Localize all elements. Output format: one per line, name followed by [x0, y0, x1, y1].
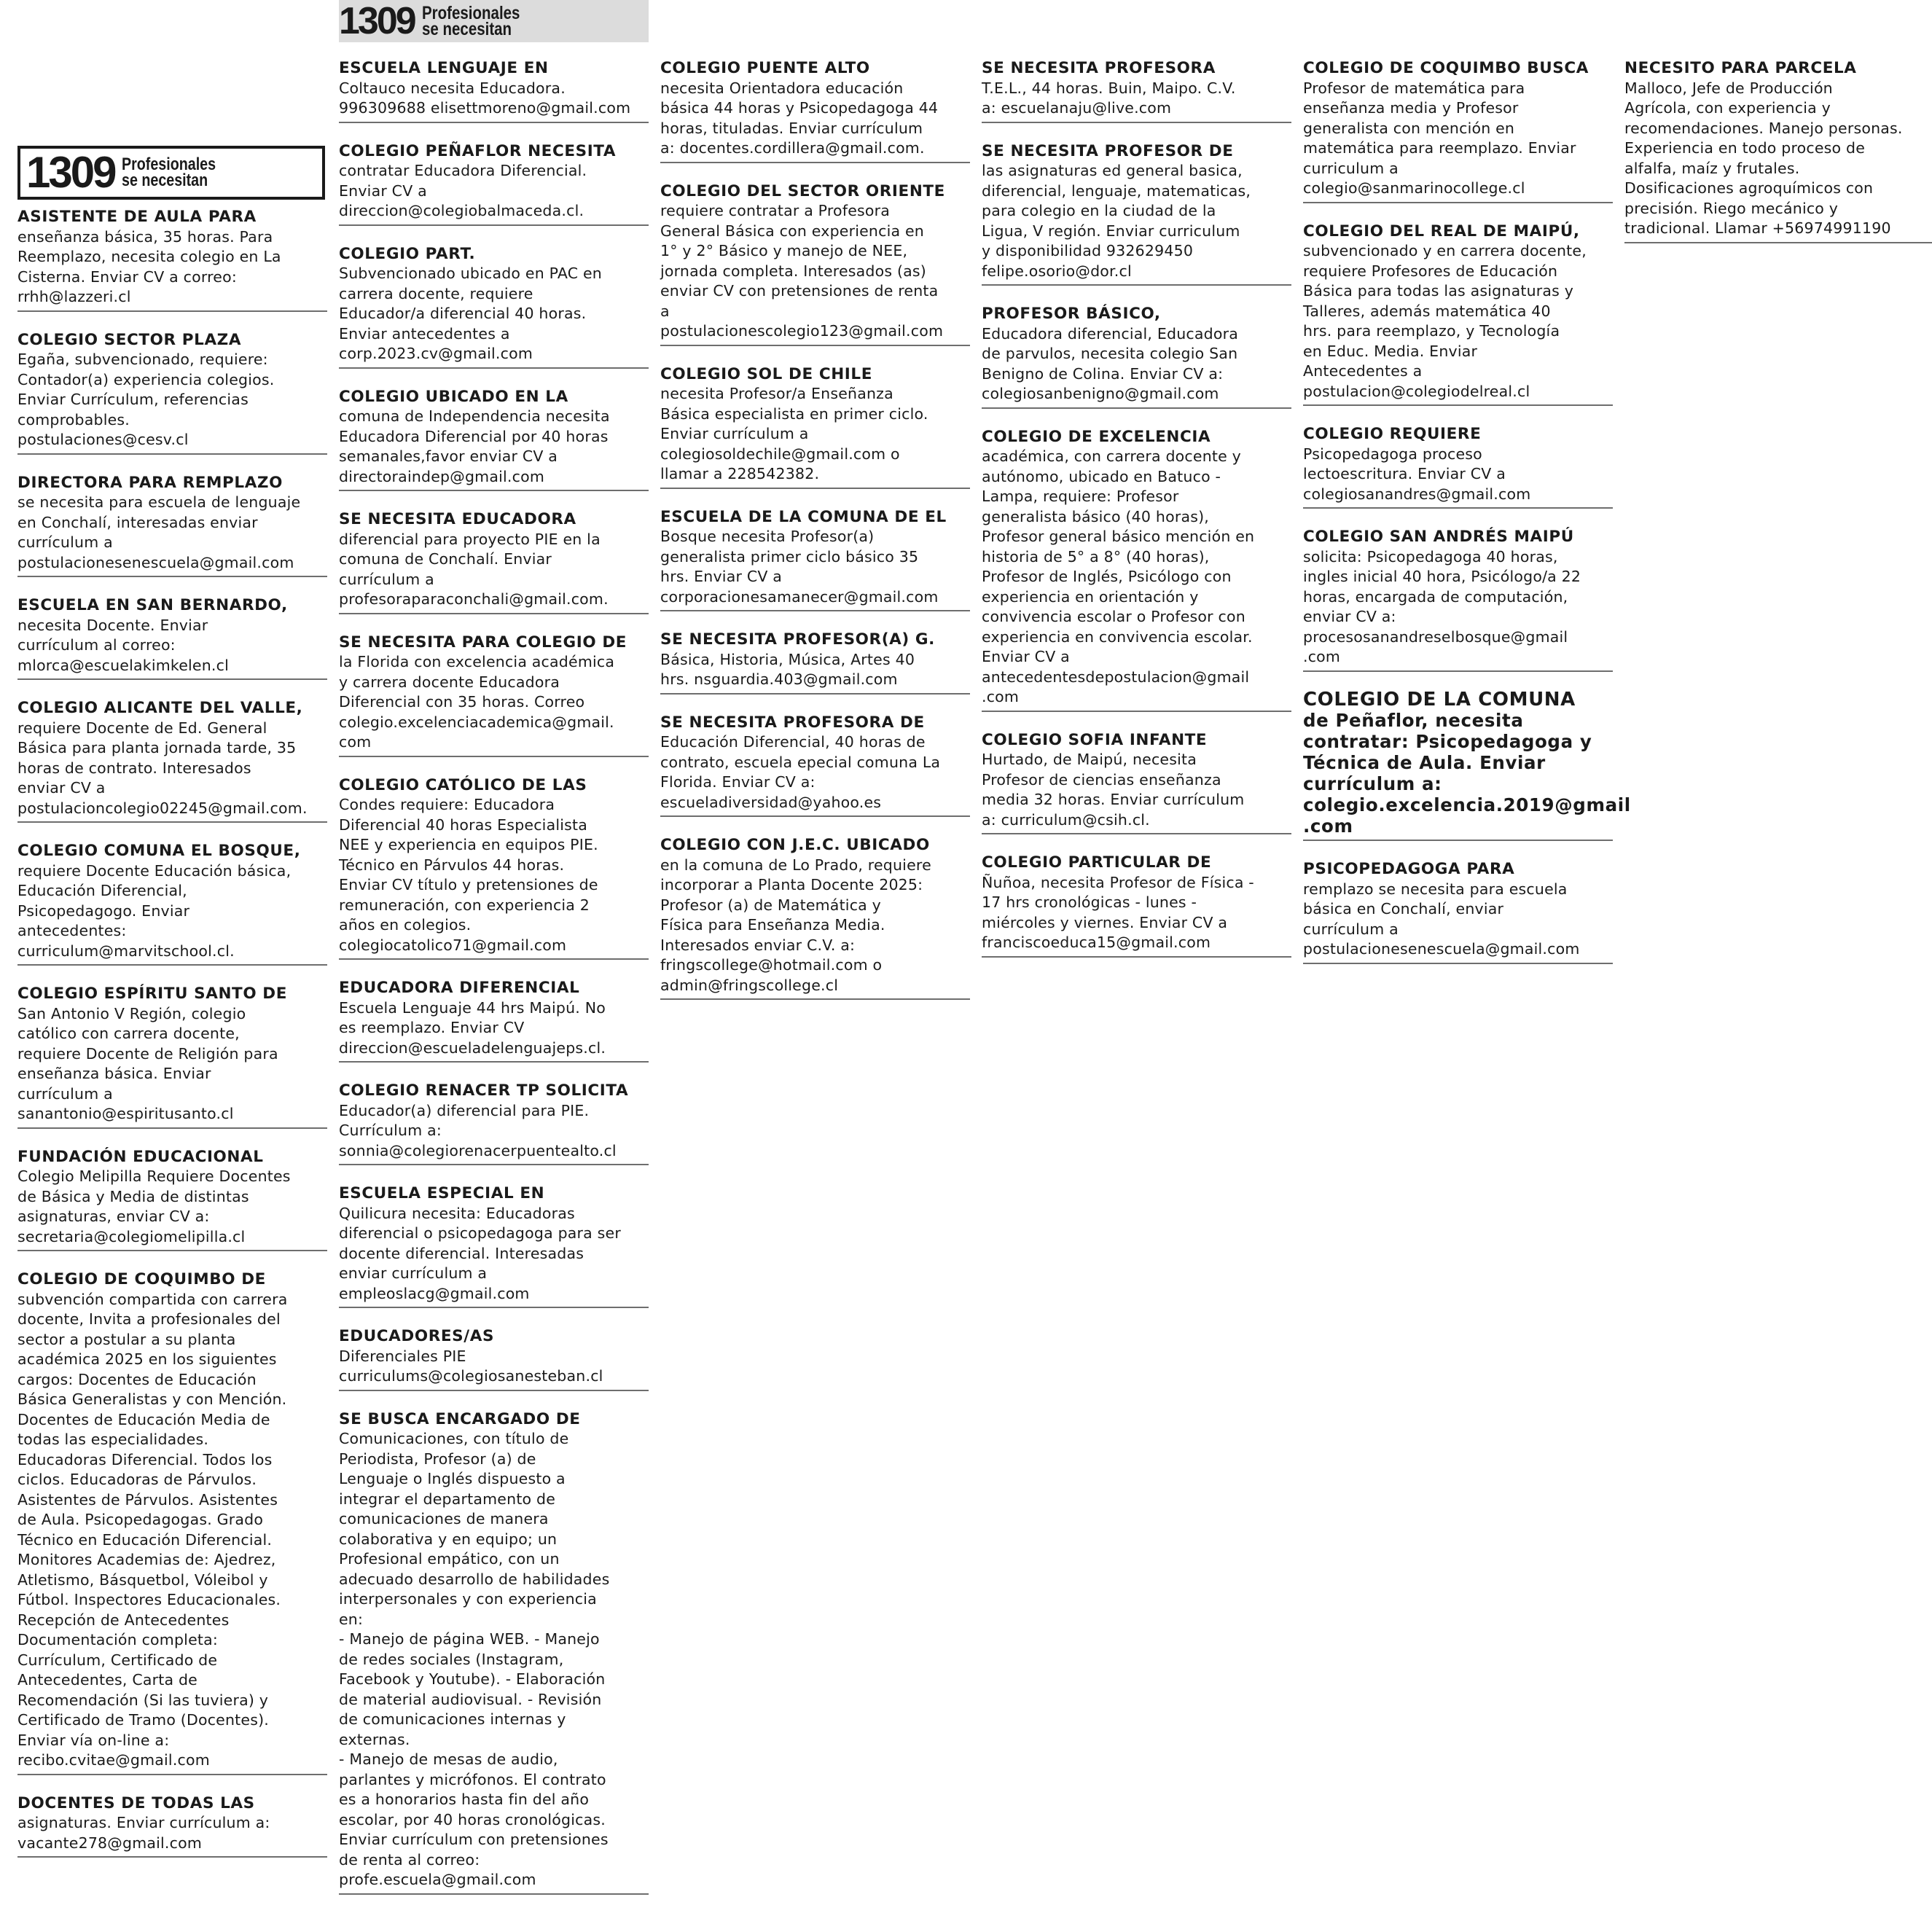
classified-ad: [982, 58, 1291, 123]
ad-title: COLEGIO DE LA COMUNA: [1303, 688, 1576, 711]
classified-ad: [982, 730, 1291, 835]
classified-ad: [1303, 527, 1613, 672]
classified-ad: [339, 978, 649, 1063]
classified-ad: [660, 507, 970, 612]
ad-body: remplazo se necesita para escuela básica en Conchalí, enviar currículum a postulacionesenescuela@gmail.com: [1303, 880, 1580, 958]
ad-title: COLEGIO DEL SECTOR ORIENTE: [660, 181, 945, 200]
ad-title: COLEGIO ALICANTE DEL VALLE,: [17, 699, 303, 717]
ad-body: la Florida con excelencia académica y carrera docente Educadora Diferencial con 35 horas. Correo colegio.excelenciacademica@gmail. com: [339, 653, 615, 751]
ad-title: COLEGIO PEÑAFLOR NECESITA: [339, 141, 617, 160]
classified-ad: [982, 427, 1291, 712]
classified-ad: [1303, 424, 1613, 509]
ad-title: ASISTENTE DE AULA PARA: [17, 208, 257, 226]
ad-title: SE NECESITA PROFESOR DE: [982, 141, 1234, 160]
ad-body: en la comuna de Lo Prado, requiere incorporar a Planta Docente 2025: Profesor (a) de Matemática y Física para Enseñanza Media. Interesados enviar C.V. a: fringscollege@hotmail.com o admin@fringscollege.cl: [660, 856, 931, 994]
classified-ad: [982, 304, 1291, 409]
ad-title: COLEGIO SECTOR PLAZA: [17, 330, 242, 349]
classified-ad: [1624, 58, 1932, 243]
ad-body: enseñanza básica, 35 horas. Para Reemplazo, necesita colegio en La Cisterna. Enviar CV a correo: rrhh@lazzeri.cl: [17, 227, 281, 305]
ad-title: COLEGIO PART.: [339, 244, 476, 263]
ad-body: Subvencionado ubicado en PAC en carrera docente, requiere Educador/a diferencial 40 horas. Enviar antecedentes a corp.2023.cv@gmail.com: [339, 265, 602, 362]
ad-title: COLEGIO CATÓLICO DE LAS: [339, 775, 587, 794]
ad-body: Comunicaciones, con título de Periodista, Profesor (a) de Lenguaje o Inglés dispuesto a integrar el departamento de comunicaciones de manera colaborativa y en equipo; un Profesional empático, con un adecuado desarrollo de habilidades interpersonales y con experiencia en: - Manejo de página WEB. - Manejo de redes sociales (Instagram, Facebook y Youtube). - Elaboración de material audiovisual. - Revisión de comunicaciones internas y externas. - Manejo de mesas de audio, parlantes y micrófonos. El contrato es a honorarios hasta fin del año escolar, por 40 horas cronológicas. Enviar currículum con pretensiones de renta al correo: profe.escuela@gmail.com: [339, 1430, 610, 1888]
ad-title: DIRECTORA PARA REMPLAZO: [17, 473, 283, 492]
classified-ad: [660, 58, 970, 163]
classified-ad: [339, 1081, 649, 1165]
ad-body: requiere Docente de Ed. General Básica para planta jornada tarde, 35 horas de contrato. Interesados enviar CV a postulacioncolegio02245@gmail.com.: [17, 719, 308, 817]
ad-body: Ñuñoa, necesita Profesor de Física - 17 hrs cronológicas - lunes - miércoles y viernes. Enviar CV a franciscoeduca15@gmail.com: [982, 873, 1254, 951]
ad-body: se necesita para escuela de lenguaje en Conchalí, interesadas enviar currículum a postulacionesenescuela@gmail.com: [17, 493, 301, 571]
classified-ad: [1303, 58, 1613, 203]
section-title: Profesionales se necesitan: [122, 154, 216, 190]
classified-ad: [339, 509, 649, 614]
ad-body: necesita Orientadora educación básica 44 horas y Psicopedagoga 44 horas, tituladas. Enviar currículum a: docentes.cordillera@gmail.com.: [660, 79, 939, 157]
ad-title: COLEGIO SOFIA INFANTE: [982, 730, 1208, 749]
ad-body: Colegio Melipilla Requiere Docentes de Básica y Media de distintas asignaturas, enviar CV a: secretaria@colegiomelipilla.cl: [17, 1167, 291, 1245]
ad-body: Educadora diferencial, Educadora de parvulos, necesita colegio San Benigno de Colina. Enviar CV a: colegiosanbenigno@gmail.com: [982, 324, 1238, 402]
ad-title: NECESITO PARA PARCELA: [1624, 59, 1857, 77]
section-header-top: [339, 0, 649, 42]
ad-body: necesita Docente. Enviar currículum al correo: mlorca@escuelakimkelen.cl: [17, 616, 230, 674]
classified-ad: [17, 330, 327, 455]
ad-title: SE BUSCA ENCARGADO DE: [339, 1409, 581, 1428]
ad-column-1: [17, 131, 327, 1876]
ad-body: Educación Diferencial, 40 horas de contrato, escuela epecial comuna La Florida. Enviar CV a: escueladiversidad@yahoo.es: [660, 733, 941, 811]
ad-body: Básica, Historia, Música, Artes 40 hrs. nsguardia.403@gmail.com: [660, 650, 915, 688]
ad-body: las asignaturas ed general basica, diferencial, lenguaje, matematicas, para colegio en la ciudad de la Ligua, V región. Enviar curriculum y disponibilidad 932629450 felipe.osorio@dor.cl: [982, 162, 1251, 280]
classified-ad: [339, 387, 649, 492]
ad-body: académica, con carrera docente y autónomo, ubicado en Batuco - Lampa, requiere: Profesor generalista básico (40 horas), Profesor general básico mención en historia de 5° a 8° (40 horas), Profesor de Inglés, Psicólogo con experiencia en orientación y convivencia escolar o Profesor con experiencia en convivencia escolar. Enviar CV a antecedentesdepostulacion@gmail .com: [982, 447, 1255, 705]
classified-ad: [1303, 859, 1613, 964]
ad-title: ESCUELA LENGUAJE EN: [339, 59, 549, 77]
ad-title: ESCUELA EN SAN BERNARDO,: [17, 596, 288, 614]
section-title: Profesionales se necesitan: [421, 2, 520, 39]
ad-body: Educador(a) diferencial para PIE. Currículum a: sonnia@colegiorenacerpuentealto.cl: [339, 1101, 617, 1159]
classified-ad: [982, 141, 1291, 286]
ad-title: SE NECESITA PROFESORA: [982, 59, 1216, 77]
ad-column-6: [1624, 58, 1932, 262]
ad-body: diferencial para proyecto PIE en la comuna de Conchalí. Enviar currículum a profesoraparaconchali@gmail.com.: [339, 530, 609, 608]
ad-title: COLEGIO REQUIERE: [1303, 425, 1482, 443]
classified-ad: [339, 1326, 649, 1391]
ad-body: Quilicura necesita: Educadoras diferencial o psicopedagoga para ser docente diferencial. Interesadas enviar currículum a empleoslacg@gmail.com: [339, 1204, 621, 1302]
ad-title: FUNDACIÓN EDUCACIONAL: [17, 1147, 264, 1166]
ad-body: subvencionado y en carrera docente, requiere Profesores de Educación Básica para todas las asignaturas y Talleres, además matemática 40 hrs. para reemplazo, y Tecnología en Educ. Media. Enviar Antecedentes a postulacion@colegiodelreal.cl: [1303, 242, 1587, 400]
classified-ad: [339, 244, 649, 369]
ad-body: Condes requiere: Educadora Diferencial 40 horas Especialista NEE y experiencia en equipos PIE. Técnico en Párvulos 44 horas. Enviar CV título y pretensiones de remuneración, con experiencia 2 años en colegios. colegiocatolico71@gmail.com: [339, 796, 598, 954]
ad-body: Hurtado, de Maipú, necesita Profesor de ciencias enseñanza media 32 horas. Enviar currículum a: curriculum@csih.cl.: [982, 751, 1245, 829]
classified-ad: [660, 181, 970, 346]
ad-body: asignaturas. Enviar currículum a: vacante278@gmail.com: [17, 1814, 270, 1852]
ad-title: PSICOPEDAGOGA PARA: [1303, 860, 1515, 878]
ad-title: DOCENTES DE TODAS LAS: [17, 1793, 255, 1812]
classified-ad: [17, 1793, 327, 1858]
classified-ad: [339, 58, 649, 123]
ad-title: COLEGIO DEL REAL DE MAIPÚ,: [1303, 222, 1580, 240]
ad-column-5: [1303, 58, 1631, 982]
ad-title: SE NECESITA PROFESOR(A) G.: [660, 630, 935, 649]
classified-ad: [17, 473, 327, 578]
ad-title: COLEGIO RENACER TP SOLICITA: [339, 1081, 629, 1100]
classified-ad: [339, 141, 649, 226]
section-number: 1309: [26, 148, 115, 197]
classified-ad: [17, 984, 327, 1129]
classified-ad: [1303, 222, 1613, 407]
classified-ad: [17, 595, 327, 680]
ad-body: contratar Educadora Diferencial. Enviar CV a direccion@colegiobalmaceda.cl.: [339, 162, 587, 219]
ad-title: COLEGIO PARTICULAR DE: [982, 853, 1212, 872]
classified-ad: [1303, 688, 1631, 842]
ad-title: COLEGIO DE EXCELENCIA: [982, 427, 1211, 446]
classified-ad: [17, 1147, 327, 1252]
ad-column-4: [982, 58, 1291, 976]
classified-ad: [17, 698, 327, 823]
ad-column-3: [660, 58, 970, 1018]
ad-body: requiere Docente Educación básica, Educación Diferencial, Psicopedagogo. Enviar antecedentes: curriculum@marvitschool.cl.: [17, 861, 292, 960]
ad-title: COLEGIO COMUNA EL BOSQUE,: [17, 842, 301, 860]
ad-title: ESCUELA ESPECIAL EN: [339, 1184, 545, 1202]
ad-body: Malloco, Jefe de Producción Agrícola, con experiencia y recomendaciones. Manejo personas. Experiencia en todo proceso de alfalfa, maíz y frutales. Dosificaciones agroquímicos con precisión. Riego mecánico y tradicional. Llamar +56974991190: [1624, 79, 1903, 237]
ad-title: PROFESOR BÁSICO,: [982, 305, 1161, 323]
classified-ad: [339, 1183, 649, 1308]
ad-title: EDUCADORA DIFERENCIAL: [339, 979, 580, 997]
ad-column-2: [339, 58, 649, 1913]
classified-ad: [339, 633, 649, 757]
ad-body: Egaña, subvencionado, requiere: Contador(a) experiencia colegios. Enviar Currículum, referencias comprobables. postulaciones@cesv.cl: [17, 351, 275, 448]
classified-ad: [982, 853, 1291, 958]
ad-body: requiere contratar a Profesora General Básica con experiencia en 1° y 2° Básico y manejo de NEE, jornada completa. Interesados (as) enviar CV con pretensiones de renta a postulacionescolegio123@gmail.com: [660, 202, 944, 340]
ad-title: COLEGIO PUENTE ALTO: [660, 59, 870, 77]
ad-title: SE NECESITA EDUCADORA: [339, 510, 576, 528]
ad-body: subvención compartida con carrera docente, Invita a profesionales del sector a postular a su planta académica 2025 en los siguientes cargos: Docentes de Educación Básica Generalistas y con Mención. Docentes de Educación Media de todas las especialidades. Educadoras Diferencial. Todos los ciclos. Educadoras de Párvulos. Asistentes de Párvulos. Asistentes de Aula. Psicopedagogas. Grado Técnico en Educación Diferencial. Monitores Academias de: Ajedrez, Atletismo, Básquetbol, Vóleibol y Fútbol. Inspectores Educacionales. Recepción de Antecedentes Documentación completa: Currículum, Certificado de Antecedentes, Carta de Recomendación (Si las tuviera) y Certificado de Tramo (Docentes). Enviar vía on-line a: recibo.cvitae@gmail.com: [17, 1290, 288, 1769]
ad-body: Escuela Lenguaje 44 hrs Maipú. No es reemplazo. Enviar CV direccion@escueladelenguajeps.cl.: [339, 998, 606, 1057]
ad-body: solicita: Psicopedagoga 40 horas, ingles inicial 40 hora, Psicólogo/a 22 horas, encargada de computación, enviar CV a: procesosanandreselbosque@gmail .com: [1303, 547, 1581, 665]
ad-title: SE NECESITA PROFESORA DE: [660, 713, 925, 732]
ad-title: ESCUELA DE LA COMUNA DE EL: [660, 507, 947, 526]
ad-body: San Antonio V Región, colegio católico con carrera docente, requiere Docente de Religión para enseñanza básica. Enviar currículum a sanantonio@espiritusanto.cl: [17, 1004, 278, 1122]
classified-ad: [339, 1409, 649, 1895]
section-number: 1309: [339, 0, 415, 42]
ad-title: COLEGIO SOL DE CHILE: [660, 364, 872, 383]
ad-title: EDUCADORES/AS: [339, 1327, 495, 1345]
ad-body: Psicopedagoga proceso lectoescritura. Enviar CV a colegiosanandres@gmail.com: [1303, 445, 1531, 503]
ad-body: T.E.L., 44 horas. Buin, Maipo. C.V. a: escuelanaju@live.com: [982, 79, 1236, 117]
ad-body: necesita Profesor/a Enseñanza Básica especialista en primer ciclo. Enviar currículum a colegiosoldechile@gmail.com o llamar a 228542382.: [660, 385, 928, 482]
ad-title: COLEGIO DE COQUIMBO DE: [17, 1270, 266, 1288]
ad-body: de Peñaflor, necesita contratar: Psicopedagoga y Técnica de Aula. Enviar currículum a: colegio.excelencia.2019@gmail .com: [1303, 710, 1631, 837]
ad-body: Coltauco necesita Educadora. 996309688 elisettmoreno@gmail.com: [339, 79, 631, 117]
ad-body: comuna de Independencia necesita Educadora Diferencial por 40 horas semanales,favor enviar CV a directoraindep@gmail.com: [339, 407, 610, 485]
classified-ad: [660, 713, 970, 818]
classified-ad: [17, 1269, 327, 1775]
ad-title: SE NECESITA PARA COLEGIO DE: [339, 633, 627, 652]
ad-body: Bosque necesita Profesor(a) generalista primer ciclo básico 35 hrs. Enviar CV a corporacionesamanecer@gmail.com: [660, 528, 939, 606]
ad-title: COLEGIO DE COQUIMBO BUSCA: [1303, 59, 1589, 77]
ad-body: Diferenciales PIE curriculums@colegiosanesteban.cl: [339, 1347, 603, 1385]
classified-ad: [339, 775, 649, 960]
ad-title: COLEGIO ESPÍRITU SANTO DE: [17, 985, 288, 1003]
classified-ad: [660, 835, 970, 1000]
ad-title: COLEGIO SAN ANDRÉS MAIPÚ: [1303, 528, 1574, 546]
classified-ad: [17, 841, 327, 966]
classified-ad: [17, 207, 327, 312]
ad-title: COLEGIO CON J.E.C. UBICADO: [660, 836, 930, 854]
classified-ad: [660, 364, 970, 489]
ad-body: Profesor de matemática para enseñanza media y Profesor generalista con mención en matemática para reemplazo. Enviar curriculum a colegio@sanmarinocollege.cl: [1303, 79, 1576, 197]
ad-title: COLEGIO UBICADO EN LA: [339, 387, 568, 406]
classified-ad: [660, 630, 970, 695]
